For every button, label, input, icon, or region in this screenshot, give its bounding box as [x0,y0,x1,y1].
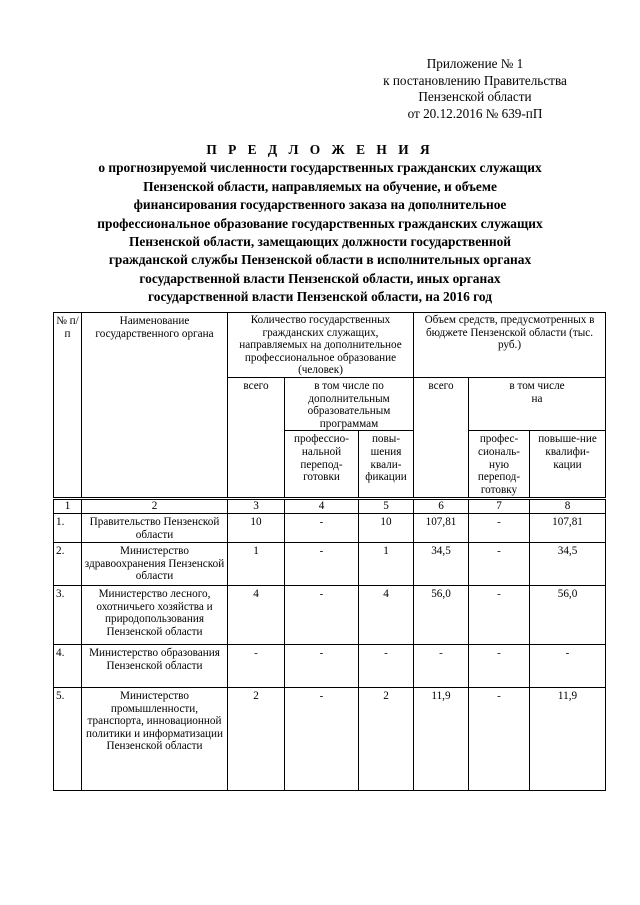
org-name: Министерство лесного, охотничьего хозяйства и природопользования Пензенской области [82,585,228,644]
appendix-date-line: от 20.12.2016 № 639-пП [407,105,543,121]
funds-retraining: - [469,585,530,644]
count-total: 10 [228,513,285,542]
org-name: Министерство промышленности, транспорта, инновационной политики и информатизации Пензенской области [82,687,228,790]
title-line: финансирования государственного заказа на дополнительное [133,197,507,213]
header-total: всего [228,377,285,497]
funds-retraining: - [469,513,530,542]
row-number: 4. [54,644,82,687]
title-line: государственной власти Пензенской области, на 2016 год [148,289,492,305]
header-count: Количество государственных гражданских служащих, направляемых на дополнительное профессиональное образование (человек) [228,313,414,378]
table-row [54,644,606,687]
table-row [54,542,606,585]
appendix-line: Пензенской области [418,89,532,104]
row-number: 2. [54,542,82,585]
funds-total: 107,81 [414,513,469,542]
header-retraining: профессио-нальной перепод-готовки [285,431,359,498]
header-org: Наименование государственного органа [82,313,228,498]
document-title [60,141,580,307]
count-retraining: - [285,644,359,687]
header-funds: Объем средств, предусмотренных в бюджете Пензенской области (тыс. руб.) [414,313,606,378]
column-number-row [54,500,606,514]
funds-retraining: - [469,644,530,687]
column-number: 3 [228,500,285,514]
funds-retraining: - [469,542,530,585]
count-total: 1 [228,542,285,585]
funds-qualification: 56,0 [530,585,606,644]
title-heading: П Р Е Д Л О Ж Е Н И Я [206,142,434,157]
appendix-block [340,56,610,122]
header-num: № п/п [54,313,82,498]
count-qualification: 4 [359,585,414,644]
table-row [54,687,606,790]
appendix-line: Приложение № 1 [426,56,524,71]
column-number: 8 [530,500,606,514]
title-line: государственной власти Пензенской области, иных органах [139,270,501,286]
org-name: Министерство образования Пензенской области [82,644,228,687]
column-number: 6 [414,500,469,514]
funds-qualification: 107,81 [530,513,606,542]
org-name: Министерство здравоохранения Пензенской области [82,542,228,585]
funds-retraining: - [469,687,530,790]
count-qualification: 1 [359,542,414,585]
count-retraining: - [285,687,359,790]
header-total-funds: всего [414,377,469,497]
column-number: 4 [285,500,359,514]
header-incl-programs: в том числе по дополнительным образовательным программам [285,377,414,430]
title-line: Пензенской области, замещающих должности государственной [128,234,511,250]
funds-qualification: 11,9 [530,687,606,790]
org-name: Правительство Пензенской области [82,513,228,542]
count-retraining: - [285,585,359,644]
funds-qualification: 34,5 [530,542,606,585]
table-row [54,513,606,542]
title-line: профессиональное образование государственных гражданских служащих [97,215,543,231]
count-total: 2 [228,687,285,790]
funds-total: 56,0 [414,585,469,644]
header-retraining-funds: профес-сиональ-ную перепод-готовку [469,431,530,498]
funds-total: 11,9 [414,687,469,790]
count-qualification: 10 [359,513,414,542]
funds-qualification: - [530,644,606,687]
header-qualification: повы-шения квали-фикации [359,431,414,498]
header-incl-on: в том числе на [469,377,606,430]
column-number: 5 [359,500,414,514]
count-total: 4 [228,585,285,644]
title-line: гражданской службы Пензенской области в исполнительных органах [108,252,532,268]
header-qualification-funds: повыше-ние квалифи-кации [530,431,606,498]
row-number: 3. [54,585,82,644]
table-row [54,585,606,644]
count-qualification: 2 [359,687,414,790]
funds-total: 34,5 [414,542,469,585]
count-retraining: - [285,542,359,585]
row-number: 5. [54,687,82,790]
count-qualification: - [359,644,414,687]
column-number: 7 [469,500,530,514]
count-total: - [228,644,285,687]
count-retraining: - [285,513,359,542]
column-number: 2 [82,500,228,514]
funds-total: - [414,644,469,687]
row-number: 1. [54,513,82,542]
data-table [53,312,606,791]
appendix-line: к постановлению Правительства [383,72,567,88]
title-line: Пензенской области, направляемых на обучение, и объеме [143,178,497,194]
header-row [54,313,606,378]
column-number: 1 [54,500,82,514]
title-line: о прогнозируемой численности государственных гражданских служащих [98,160,542,176]
